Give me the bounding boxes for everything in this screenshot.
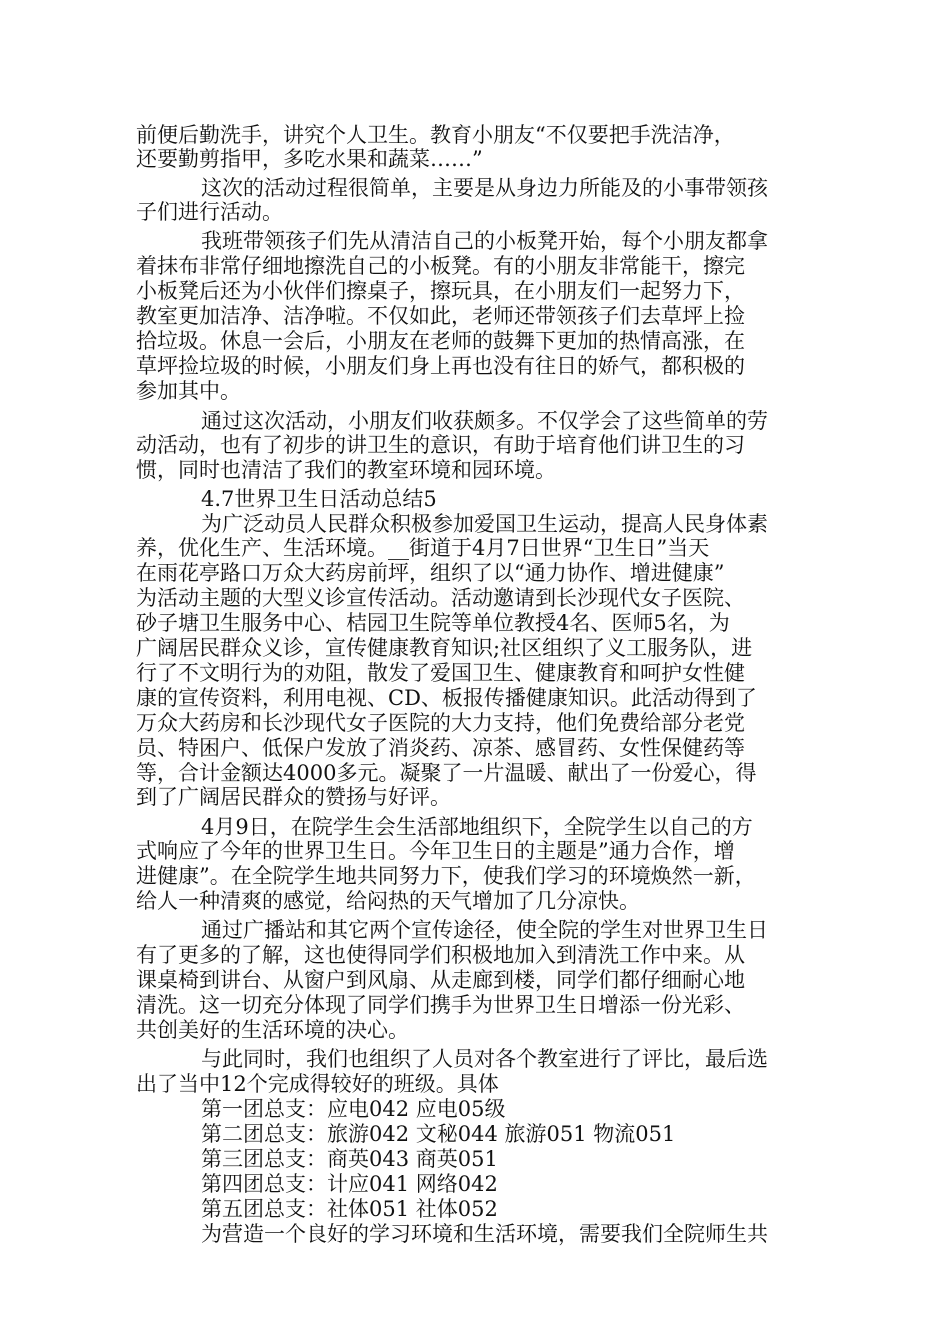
text-line: 子们进行活动。 [136, 200, 283, 224]
text-line: 着抹布非常仔细地擦洗自己的小板凳。有的小朋友非常能干，擦完 [136, 254, 745, 278]
text-line: 与此同时，我们也组织了人员对各个教室进行了评比，最后选 [201, 1047, 768, 1071]
text-line: 通过这次活动，小朋友们收获颇多。不仅学会了这些简单的劳 [201, 409, 768, 433]
text-line: 我班带领孩子们先从清洁自己的小板凳开始，每个小朋友都拿 [201, 229, 768, 253]
text-line: 在雨花亭路口万众大药房前坪，组织了以“通力协作、增进健康” [136, 561, 725, 585]
section-heading: 4.7世界卫生日活动总结5 [201, 487, 437, 511]
list-item: 第四团总支：计应041 网络042 [201, 1172, 498, 1196]
text-line: 教室更加洁净、洁净啦。不仅如此，老师还带领孩子们去草坪上捡 [136, 304, 745, 328]
text-line: 等，合计金额达4000多元。凝聚了一片温暖、献出了一份爱心，得 [136, 761, 757, 785]
text-line: 广阔居民群众义诊，宣传健康教育知识;社区组织了义工服务队，进 [136, 636, 753, 660]
text-line: 到了广阔居民群众的赞扬与好评。 [136, 785, 451, 809]
text-line: 万众大药房和长沙现代女子医院的大力支持，他们免费给部分老党 [136, 711, 745, 735]
text-line: 惯，同时也清洁了我们的教室环境和园环境。 [136, 458, 556, 482]
text-line: 前便后勤洗手，讲究个人卫生。教育小朋友“不仅要把手洗洁净， [136, 123, 735, 147]
text-line: 进健康”。在全院学生地共同努力下，使我们学习的环境焕然一新， [136, 864, 756, 888]
text-line: 动活动，也有了初步的讲卫生的意识，有助于培育他们讲卫生的习 [136, 433, 745, 457]
list-item: 第一团总支：应电042 应电05级 [201, 1097, 506, 1121]
text-line: 砂子塘卫生服务中心、桔园卫生院等单位教授4名、医师5名，为 [136, 611, 730, 635]
text-line: 有了更多的了解，这也使得同学们积极地加入到清洗工作中来。从 [136, 943, 745, 967]
text-line: 课桌椅到讲台、从窗户到风扇、从走廊到楼，同学们都仔细耐心地 [136, 968, 745, 992]
text-line: 员、特困户、低保户发放了消炎药、凉茶、感冒药、女性保健药等 [136, 736, 745, 760]
text-line: 为广泛动员人民群众积极参加爱国卫生运动，提高人民身体素 [201, 512, 768, 536]
text-line: 清洗。这一切充分体现了同学们携手为世界卫生日增添一份光彩、 [136, 993, 745, 1017]
text-line: 4月9日，在院学生会生活部地组织下，全院学生以自己的方 [201, 815, 753, 839]
text-line: 给人一种清爽的感觉，给闷热的天气增加了几分凉快。 [136, 889, 640, 913]
text-line: 为营造一个良好的学习环境和生活环境，需要我们全院师生共 [201, 1222, 768, 1246]
text-line: 行了不文明行为的劝阻，散发了爱国卫生、健康教育和呵护女性健 [136, 661, 745, 685]
text-line: 小板凳后还为小伙伴们擦桌子，擦玩具，在小朋友们一起努力下， [136, 279, 745, 303]
text-line: 式响应了今年的世界卫生日。今年卫生日的主题是”通力合作，增 [136, 839, 735, 863]
list-item: 第三团总支：商英043 商英051 [201, 1147, 498, 1171]
text-line: 通过广播站和其它两个宣传途径，使全院的学生对世界卫生日 [201, 918, 768, 942]
text-line: 拾垃圾。休息一会后，小朋友在老师的鼓舞下更加的热情高涨，在 [136, 329, 745, 353]
text-line: 为活动主题的大型义诊宣传活动。活动邀请到长沙现代女子医院、 [136, 586, 745, 610]
text-line: 康的宣传资料，利用电视、CD、板报传播健康知识。此活动得到了 [136, 686, 757, 710]
list-item: 第二团总支：旅游042 文秘044 旅游051 物流051 [201, 1122, 676, 1146]
list-item: 第五团总支：社体051 社体052 [201, 1197, 498, 1221]
text-line: 养，优化生产、生活环境。__街道于4月7日世界“卫生日”当天 [136, 536, 710, 560]
text-line: 草坪捡垃圾的时候，小朋友们身上再也没有往日的娇气，都积极的 [136, 354, 745, 378]
text-line: 参加其中。 [136, 379, 241, 403]
text-line: 还要勤剪指甲，多吃水果和蔬菜……” [136, 147, 483, 171]
text-line: 共创美好的生活环境的决心。 [136, 1018, 409, 1042]
text-line: 出了当中12个完成得较好的班级。具体 [136, 1072, 499, 1096]
text-line: 这次的活动过程很简单，主要是从身边力所能及的小事带领孩 [201, 176, 768, 200]
